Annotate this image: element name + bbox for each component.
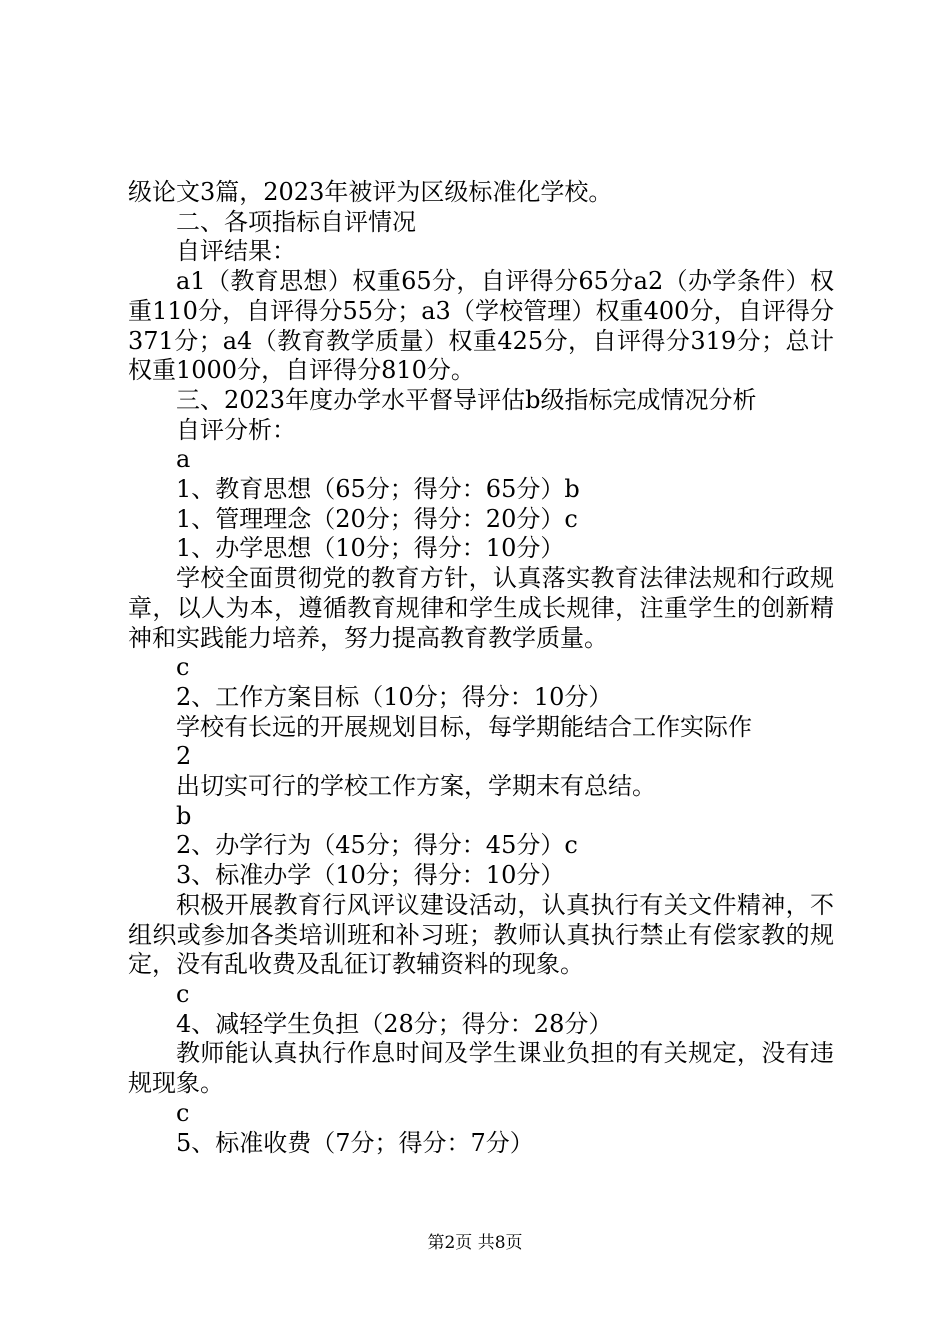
page-footer: 第2页 共8页 (427, 1233, 523, 1253)
paragraph-line: 3、标准办学（10分；得分：10分） (176, 861, 565, 890)
paragraph-line: 级论文3篇，2023年被评为区级标准化学校。 (128, 178, 613, 206)
paragraph-line: a1（教育思想）权重65分，自评得分65分a2（办学条件）权重110分，自评得分55分；a3（学校管理）权重400分，自评得分371分；a4（教育教学质量）权重425分，自评得分319分；总计权重1000分，自评得分810分。 (128, 267, 834, 385)
paragraph-line: 4、减轻学生负担（28分；得分：28分） (176, 1009, 613, 1038)
paragraph-line: 5、标准收费（7分；得分：7分） (176, 1128, 534, 1157)
paragraph-line: 二、各项指标自评情况 (176, 207, 416, 236)
paragraph-line: 学校有长远的开展规划目标，每学期能结合工作实际作 (176, 712, 752, 741)
paragraph-line: c (176, 653, 190, 682)
paragraph-line: c (176, 979, 190, 1008)
paragraph-line: 2 (176, 742, 192, 771)
paragraph-line: 自评分析： (176, 415, 296, 444)
paragraph-line: 三、2023年度办学水平督导评估b级指标完成情况分析 (176, 385, 757, 414)
paragraph-line: 2、工作方案目标（10分；得分：10分） (176, 682, 613, 711)
paragraph-line: 教师能认真执行作息时间及学生课业负担的有关规定，没有违规现象。 (128, 1039, 834, 1098)
paragraph-line: 1、教育思想（65分；得分：65分）b (176, 475, 580, 504)
paragraph-line: 1、办学思想（10分；得分：10分） (176, 534, 565, 563)
document-body (128, 178, 834, 1158)
paragraph-line: a (176, 445, 191, 474)
paragraph-line: 自评结果： (176, 237, 296, 266)
paragraph-line: 学校全面贯彻党的教育方针，认真落实教育法律法规和行政规章，以人为本，遵循教育规律和学生成长规律，注重学生的创新精神和实践能力培养，努力提高教育教学质量。 (128, 564, 834, 652)
paragraph-line: 积极开展教育行风评议建设活动，认真执行有关文件精神，不组织或参加各类培训班和补习班；教师认真执行禁止有偿家教的规定，没有乱收费及乱征订教辅资料的现象。 (128, 890, 834, 979)
paragraph-line: 1、管理理念（20分；得分：20分）c (176, 504, 578, 533)
paragraph-line: b (176, 801, 192, 830)
paragraph-line: 出切实可行的学校工作方案，学期末有总结。 (176, 772, 656, 801)
paragraph-line: 2、办学行为（45分；得分：45分）c (176, 831, 578, 860)
paragraph-line: c (176, 1098, 190, 1127)
